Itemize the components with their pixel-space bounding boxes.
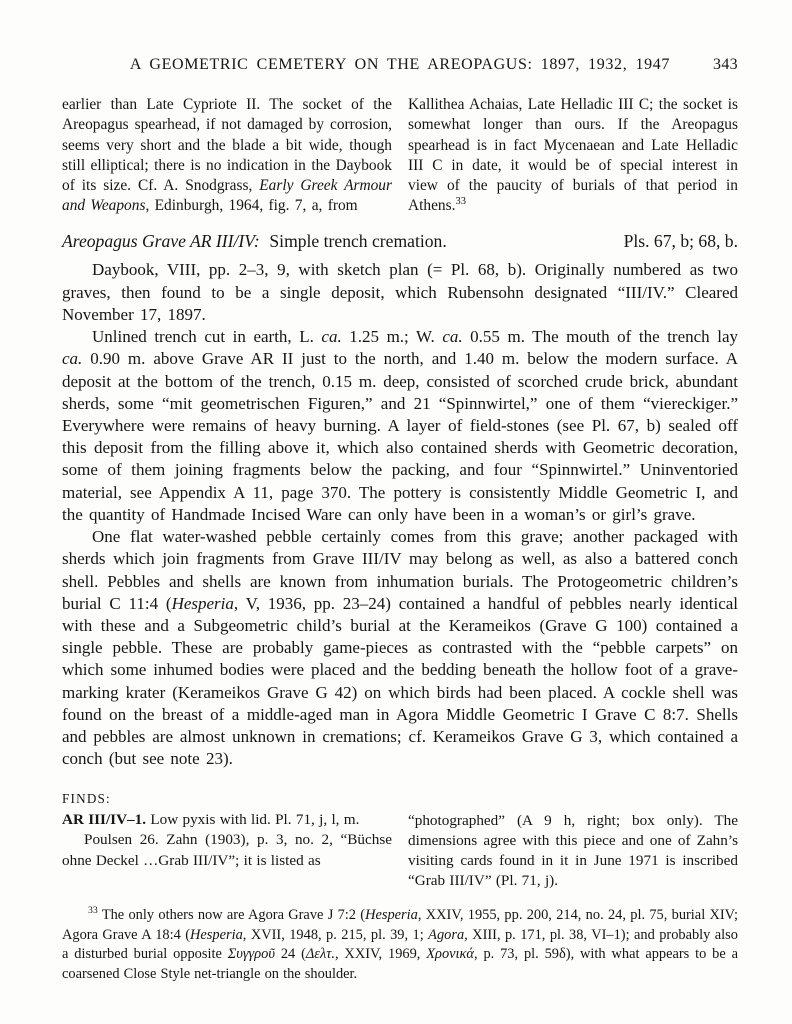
finds-label: FINDS: [62, 790, 111, 806]
finds-entry-continuation: Poulsen 26. Zahn (1903), p. 3, no. 2, “Büchse ohne Deckel …Grab III/IV”; it is listed as [62, 831, 392, 869]
grave-heading-description: Simple trench cremation. [269, 230, 447, 251]
grave-heading-plates: Pls. 67, b; 68, b. [623, 230, 738, 251]
finds-column-right [408, 790, 738, 892]
finds-entry-headline: AR III/IV–1. Low pyxis with lid. Pl. 71, j, l, m. [62, 811, 360, 829]
body-paragraph-pebbles: One flat water-washed pebble certainly comes from this grave; another packaged with sherds which join fragments from Grave III/IV may belong as well, as also a battered conch shell. Pebbles and shells are known from inhumation burials. The Protogeometric children’s burial C 11:4 (Hesperia, V, 1936, pp. 23–24) contained a handful of pebbles nearly identical with these and a Subgeometric child’s burial at the Kerameikos (Grave G 100) contained a single pebble. These are probably game-pieces as contrasted with the “pebble carpets” on which some inhumed bodies were placed and the bedding beneath the hollow foot of a grave-marking krater (Kerameikos Grave G 42) on which birds had been placed. A cockle shell was found on the breast of a middle-aged man in Agora Middle Geometric I Grave C 8:7. Shells and pebbles are almost unknown in cremations; cf. Kerameikos Grave G 3, which contained a conch (but see note 23). [62, 527, 739, 769]
body-paragraph-trench: Unlined trench cut in earth, L. ca. 1.25 m.; W. ca. 0.55 m. The mouth of the trench lay ca. 0.90 m. above Grave AR II just to the north, and 1.40 m. below the modern surface. A deposit at the bottom of the trench, 0.15 m. deep, consisted of scorched crude brick, abundant sherds, some “mit geometrischen Figuren,” and 21 “Spinnwirtel,” one of them “viereckiger.” Everywhere were remains of heavy burning. A layer of field-stones (see Pl. 67, b) sealed off this deposit from the filling above it, which also contained sherds with Geometric decoration, some of them joining fragments below the packing, and four “Spinnwirtel.” Uninventoried material, see Appendix A 11, page 370. The pottery is consistently Middle Geometric I, and the quantity of Handmade Incised Ware can only have been in a woman’s or girl’s grave. [62, 327, 738, 524]
finds-section [62, 790, 738, 892]
note-continuation [62, 95, 738, 217]
grave-heading-row [62, 231, 738, 253]
note-column-left: earlier than Late Cypriote II. The socket of the Areopagus spearhead, if not damaged by corrosion, seems very short and the blade a bit wide, though still elliptical; there is no indication in the Daybook of its size. Cf. A. Snodgrass, Early Greek Armour and Weapons, Edinburgh, 1964, fig. 7, a, from [62, 96, 392, 215]
running-head [62, 56, 738, 74]
footnote-33: $^{33}$ The only others now are Agora Grave J 7:2 (Hesperia, XXIV, 1955, pp. 200, 214, no. 24, pl. 75, burial XIV; Agora Grave A 18:4 (Hesperia, XVII, 1948, p. 215, pl. 39, 1; Agora, XIII, p. 171, pl. 38, VI–1); and probably also a disturbed burial opposite Συγγροῦ 24 (Δελτ., XXIV, 1969, Χρονικά, p. 73, pl. 59δ), with what appears to be a coarsened Close Style net-triangle on the shoulder. [62, 905, 739, 982]
finds-entry-right: “photographed” (A 9 h, right; box only). The dimensions agree with this piece and one of Zahn’s visiting cards found in it in June 1971 is inscribed “Grab III/IV” (Pl. 71, j). [408, 811, 738, 890]
body-paragraph-daybook: Daybook, VIII, pp. 2–3, 9, with sketch plan (= Pl. 68, b). Originally numbered as two graves, then found to be a single deposit, which Rubensohn designated “III/IV.” Cleared November 17, 1897. [62, 260, 738, 324]
page-number: 343 [713, 56, 738, 73]
running-title: A GEOMETRIC CEMETERY ON THE AREOPAGUS: 1897, 1932, 1947 [129, 56, 671, 73]
grave-heading-title: Areopagus Grave AR III/IV: [62, 230, 260, 251]
finds-column-left [62, 790, 392, 892]
body-text [62, 259, 738, 770]
note-column-right: Kallithea Achaias, Late Helladic III C; the socket is somewhat longer than ours. If the Areopagus spearhead is in fact Mycenaean and Late Helladic III C in date, it would be of special interest in view of the paucity of burials of that period in Athens.$^{33}$ [408, 96, 738, 215]
